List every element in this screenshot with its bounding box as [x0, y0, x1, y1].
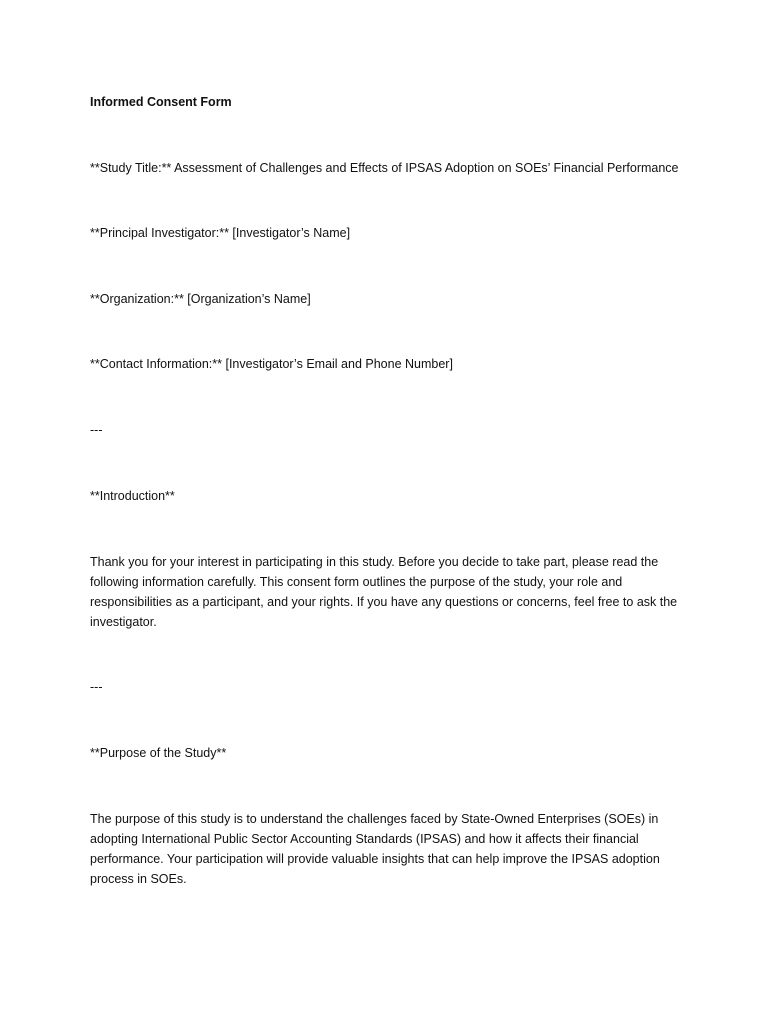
introduction-heading: **Introduction**: [90, 489, 175, 503]
purpose-heading: **Purpose of the Study**: [90, 746, 227, 760]
document-title: Informed Consent Form: [90, 95, 232, 109]
purpose-paragraph: The purpose of this study is to understand the challenges faced by State-Owned Enterprises (SOEs) in adopting International Public Sector Accounting Standards (IPSAS) and how it affects their financial performance. Your participation will provide valuable insights that can help improve the IPSAS adoption process in SOEs.: [90, 812, 660, 886]
principal-investigator-line: **Principal Investigator:** [Investigator’s Name]: [90, 226, 351, 240]
introduction-paragraph: Thank you for your interest in participating in this study. Before you decide to take part, please read the following information carefully. This consent form outlines the purpose of the study, your role and responsibilities as a participant, and your rights. If you have any questions or concerns, feel free to ask the investigator.: [90, 555, 678, 629]
section-separator: ---: [90, 423, 103, 437]
section-separator: ---: [90, 680, 103, 694]
organization-line: **Organization:** [Organization’s Name]: [90, 292, 311, 306]
contact-information-line: **Contact Information:** [Investigator’s Email and Phone Number]: [90, 357, 453, 371]
study-title-line: **Study Title:** Assessment of Challenges and Effects of IPSAS Adoption on SOEs’ Financial Performance: [90, 161, 679, 175]
